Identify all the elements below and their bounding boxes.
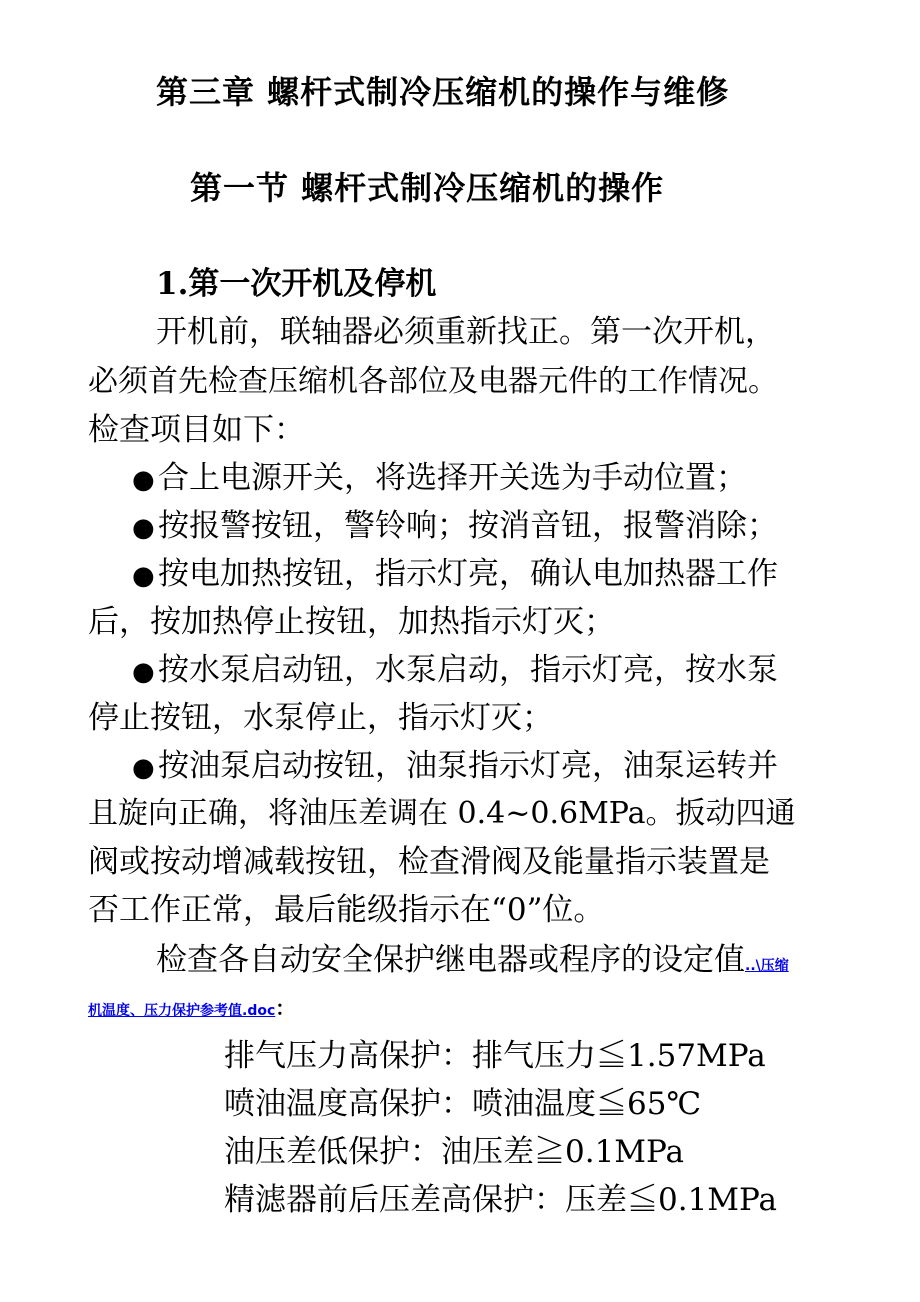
intro-line-1: 开机前，联轴器必须重新找正。第一次开机， <box>156 314 776 350</box>
bullet-item-2 <box>132 506 778 548</box>
bullet-icon: ● <box>132 657 155 687</box>
protection-item-3: 油压差低保护：油压差≧0.1MPa <box>224 1134 684 1170</box>
bullet-item-4 <box>132 650 778 692</box>
protection-item-2: 喷油温度高保护：喷油温度≦65℃ <box>224 1086 702 1122</box>
settings-intro-text: 检查各自动安全保护继电器或程序的设定值 <box>156 942 745 978</box>
bullet-item-5-continuation-2: 阀或按动增减载按钮，检查滑阀及能量指示装置是 <box>88 844 770 880</box>
section-title: 第一节 螺杆式制冷压缩机的操作 <box>190 169 665 207</box>
bullet-item-5 <box>132 746 778 788</box>
bullet-item-5-continuation-3: 否工作正常，最后能级指示在“0”位。 <box>88 892 605 928</box>
bullet-icon: ● <box>132 753 155 783</box>
intro-line-2: 必须首先检查压缩机各部位及电器元件的工作情况。 <box>88 364 778 399</box>
bullet-item-5-continuation-1: 且旋向正确，将油压差调在 0.4~0.6MPa。扳动四通 <box>88 796 796 831</box>
bullet-text: 按油泵启动按钮，油泵指示灯亮，油泵运转并 <box>158 748 778 784</box>
bullet-item-3-continuation: 后，按加热停止按钮，加热指示灯灭； <box>88 604 615 640</box>
bullet-icon: ● <box>132 465 155 495</box>
doc-link-part1[interactable]: ..\压缩 <box>745 958 789 974</box>
bullet-text: 按电加热按钮，指示灯亮，确认电加热器工作 <box>158 556 778 592</box>
doc-link-line <box>88 996 295 1023</box>
intro-line-3: 检查项目如下： <box>88 412 305 448</box>
bullet-icon: ● <box>132 561 155 591</box>
bullet-text: 按报警按钮，警铃响；按消音钮，报警消除； <box>158 508 778 544</box>
protection-item-4: 精滤器前后压差高保护：压差≦0.1MPa <box>224 1182 777 1218</box>
subsection-title: 1.第一次开机及停机 <box>156 266 437 302</box>
doc-link-part2[interactable]: 机温度、压力保护参考值.doc <box>88 1003 276 1019</box>
bullet-text: 合上电源开关，将选择开关选为手动位置； <box>158 460 747 496</box>
bullet-item-3 <box>132 554 778 596</box>
settings-intro-line <box>156 940 789 986</box>
bullet-item-4-continuation: 停止按钮，水泵停止，指示灯灭； <box>88 700 553 736</box>
bullet-text: 按水泵启动钮，水泵启动，指示灯亮，按水泵 <box>158 652 778 688</box>
chapter-title: 第三章 螺杆式制冷压缩机的操作与维修 <box>156 73 730 111</box>
protection-item-1: 排气压力高保护：排气压力≦1.57MPa <box>224 1038 766 1074</box>
bullet-item-1 <box>132 458 747 500</box>
bullet-icon: ● <box>132 513 155 543</box>
link-colon: ： <box>275 996 296 1020</box>
